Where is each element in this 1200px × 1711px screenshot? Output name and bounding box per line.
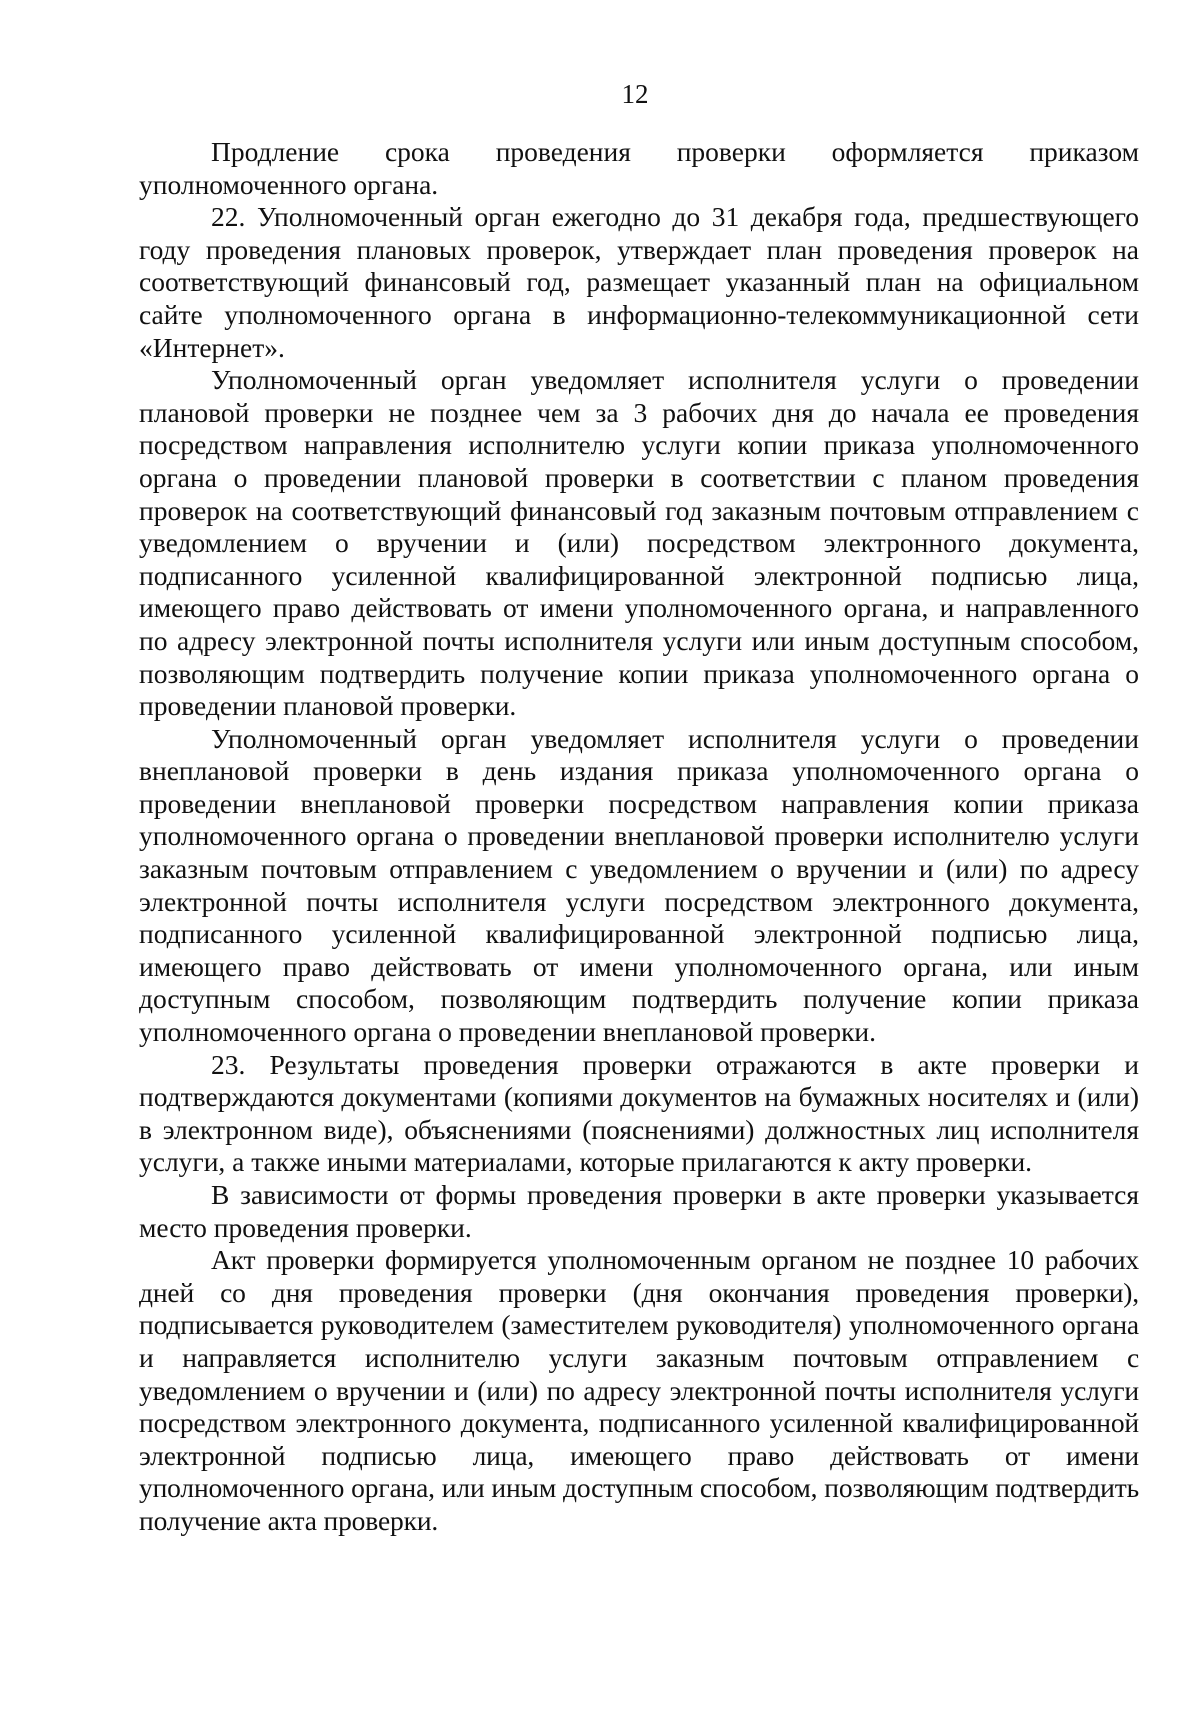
paragraph-inspection-act: Акт проверки формируется уполномоченным органом не позднее 10 рабочих дней со дня проведения проверки (дня окончания проведения проверки), подписывается руководителем (заместителем руководителя) уполномоченного органа и направляется исполнителю услуги заказным почтовым отправлением с уведомлением о вручении и (или) по адресу электронной почты исполнителя услуги посредством электронного документа, подписанного усиленной квалифицированной электронной подписью лица, имеющего право действовать от имени уполномоченного органа, или иным доступным способом, позволяющим подтвердить получение акта проверки. <box>139 1244 1139 1536</box>
document-body <box>139 136 1139 1538</box>
paragraph-inspection-place: В зависимости от формы проведения проверки в акте проверки указывается место проведения проверки. <box>139 1179 1139 1243</box>
paragraph-planned-inspection-notice: Уполномоченный орган уведомляет исполнителя услуги о проведении плановой проверки не позднее чем за 3 рабочих дня до начала ее проведения посредством направления исполнителю услуги копии приказа уполномоченного органа о проведении плановой проверки в соответствии с планом проведения проверок на соответствующий финансовый год заказным почтовым отправлением с уведомлением о вручении и (или) посредством электронного документа, подписанного усиленной квалифицированной электронной подписью лица, имеющего право действовать от имени уполномоченного органа, и направленного по адресу электронной почты исполнителя услуги или иным доступным способом, позволяющим подтвердить получение копии приказа уполномоченного органа о проведении плановой проверки. <box>139 364 1139 722</box>
paragraph-23-inspection-results: 23. Результаты проведения проверки отражаются в акте проверки и подтверждаются документами (копиями документов на бумажных носителях и (или) в электронном виде), объяснениями (пояснениями) должностных лиц исполнителя услуги, а также иными материалами, которые прилагаются к акту проверки. <box>139 1048 1139 1178</box>
page-number: 12 <box>621 79 649 109</box>
paragraph-22-annual-plan: 22. Уполномоченный орган ежегодно до 31 декабря года, предшествующего году проведения плановых проверок, утверждает план проведения проверок на соответствующий финансовый год, размещает указанный план на официальном сайте уполномоченного органа в информационно-телекоммуникационной сети «Интернет». <box>139 201 1139 363</box>
paragraph-unplanned-inspection-notice: Уполномоченный орган уведомляет исполнителя услуги о проведении внеплановой проверки в день издания приказа уполномоченного органа о проведении внеплановой проверки посредством направления копии приказа уполномоченного органа о проведении внеплановой проверки исполнителю услуги заказным почтовым отправлением с уведомлением о вручении и (или) по адресу электронной почты исполнителя услуги посредством электронного документа, подписанного усиленной квалифицированной электронной подписью лица, имеющего право действовать от имени уполномоченного органа, или иным доступным способом, позволяющим подтвердить получение копии приказа уполномоченного органа о проведении внеплановой проверки. <box>139 722 1139 1048</box>
paragraph-extension-order: Продление срока проведения проверки оформляется приказом уполномоченного органа. <box>139 136 1139 200</box>
